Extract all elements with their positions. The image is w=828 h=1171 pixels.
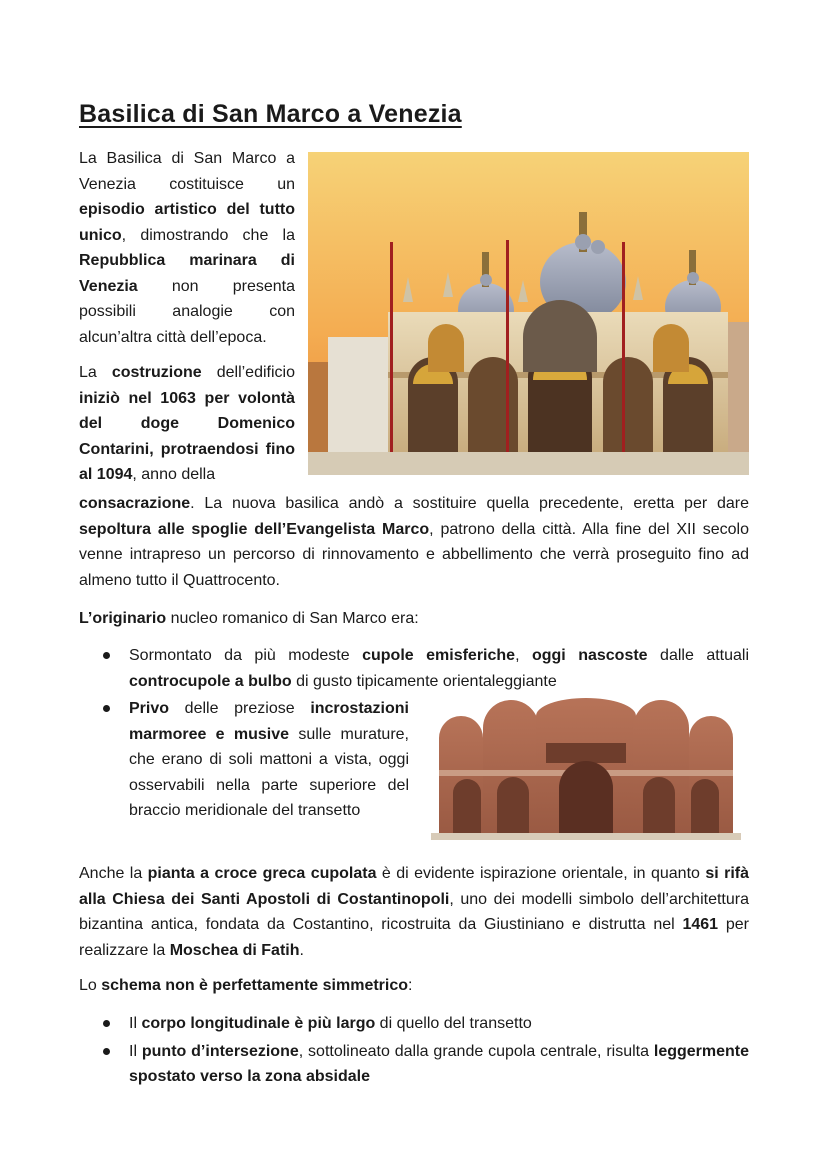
list-item: Il corpo longitudinale è più largo di quello del transetto xyxy=(79,1011,749,1037)
page-title: Basilica di San Marco a Venezia xyxy=(79,100,462,128)
list-item: Il punto d’intersezione, sottolineato dalla grande cupola centrale, risulta leggermente spostato verso la zona absidale xyxy=(79,1039,749,1090)
list-item: Sormontato da più modeste cupole emisferiche, oggi nascoste dalle attuali controcupole a bulbo di gusto tipicamente orientaleggiante xyxy=(79,643,749,694)
bullet-icon xyxy=(103,1020,110,1027)
plan-paragraph: Anche la pianta a croce greca cupolata è di evidente ispirazione orientale, in quanto si rifà alla Chiesa dei Santi Apostoli di Costantinopoli, uno dei modelli simbolo dell’architettura bizantina antica, fondata da Costantino, ricostruita da Giustiniano e distrutta nel 1461 per realizzare la Moschea di Fatih. xyxy=(79,865,750,959)
bullet-icon xyxy=(103,652,110,659)
romanesque-facade-illustration xyxy=(431,698,741,840)
construction-paragraph-continuation: consacrazione. La nuova basilica andò a sostituire quella precedente, eretta per dare sepoltura alle spoglie dell’Evangelista Marco, patrono della città. Alla fine del XII secolo venne intrapreso un percorso di rinnovamento e abbellimento che verrà proseguito fino ad almeno tutto il Quattrocento. xyxy=(79,495,750,589)
schema-paragraph: Lo schema non è perfettamente simmetrico: xyxy=(79,977,413,994)
list-item: Privo delle preziose incrostazioni marmoree e musive sulle murature, che erano di soli mattoni a vista, oggi osservabili nella parte superiore del braccio meridionale del transetto xyxy=(79,696,409,824)
construction-paragraph-start: La costruzione dell’edificio iniziò nel 1063 per volontà del doge Domenico Contarini, protraendosi fino al 1094, anno della xyxy=(79,364,295,483)
intro-paragraph: La Basilica di San Marco a Venezia costituisce un episodio artistico del tutto unico, dimostrando che la Repubblica marinara di Venezia non presenta possibili analogie con alcun’altra città dell’epoca. xyxy=(79,150,295,346)
original-core-paragraph: L’originario nucleo romanico di San Marco era: xyxy=(79,610,419,627)
intro-column xyxy=(79,146,295,488)
bullet-icon xyxy=(103,705,110,712)
basilica-facade-photo xyxy=(308,152,749,475)
schema-list xyxy=(79,1011,749,1090)
bullet-icon xyxy=(103,1048,110,1055)
